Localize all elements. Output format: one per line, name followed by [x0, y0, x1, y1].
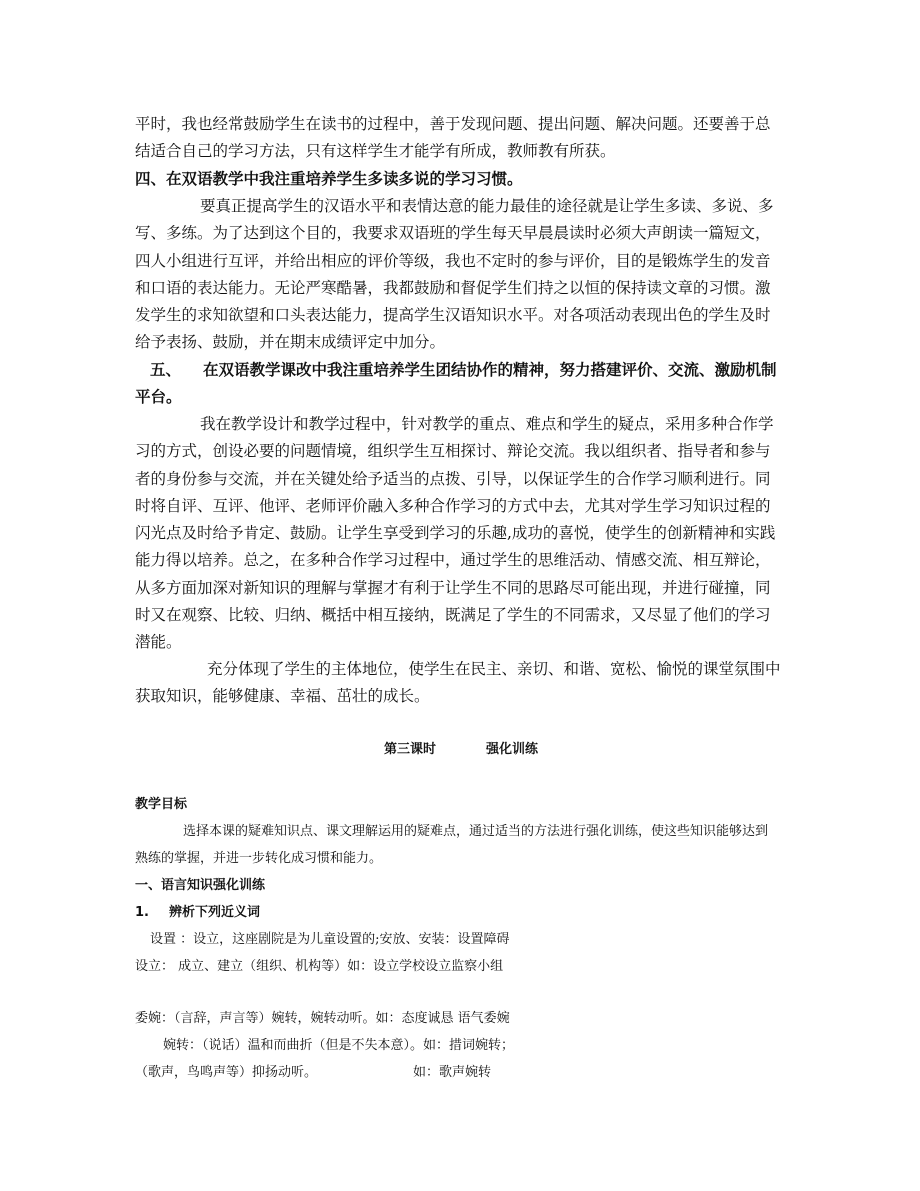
section-number: 五、	[150, 361, 182, 379]
lesson-title: 第三课时 强化训练	[384, 742, 539, 757]
text-line: 四人小组进行互评，并给出相应的评价等级，我也不定时的参与评价，目的是锻炼学生的发音	[135, 251, 771, 270]
text-line: 获取知识，能够健康、幸福、茁壮的成长。	[135, 687, 430, 706]
word-entry: 如：歌声婉转	[413, 1065, 492, 1080]
heading-section-4: 四、在双语教学中我注重培养学生多读多说的学习习惯。	[135, 170, 523, 188]
word-entry: （歌声，鸟鸣声等）抑扬动听。	[135, 1065, 318, 1080]
teaching-goal-line: 熟练的掌握，并进一步转化成习惯和能力。	[135, 851, 383, 866]
word-entry: 设立： 成立、建立（组织、机构等）如：设立学校设立监察小组	[135, 959, 504, 974]
word-entry: 委婉：（言辞，声言等）婉转，婉转动听。如：态度诚恳 语气委婉	[135, 1011, 510, 1026]
text-line: 和口语的表达能力。无论严寒酷暑，我都鼓励和督促学生们持之以恒的保持读文章的习惯。激	[135, 278, 771, 297]
text-line: 者的身份参与交流，并在关键处给予适当的点拨、引导，以保证学生的合作学习顺利进行。同	[135, 469, 771, 488]
text-line: 从多方面加深对新知识的理解与掌握才有利于让学生不同的思路尽可能出现，并进行碰撞，同	[135, 578, 771, 597]
text-line: 闪光点及时给予肯定、鼓励。让学生享受到学习的乐趣,成功的喜悦，使学生的创新精神和实践	[135, 524, 776, 543]
section-language-training: 一、语言知识强化训练	[135, 878, 266, 893]
teaching-goal-line: 选择本课的疑难知识点、课文理解运用的疑难点，通过适当的方法进行强化训练，使这些知识能够达到	[183, 824, 769, 839]
text-line: 能力得以培养。总之，在多种合作学习过程中，通过学生的思维活动、情感交流、相互辩论，	[135, 551, 771, 570]
text-line: 发学生的求知欲望和口头表达能力，提高学生汉语知识水平。对各项活动表现出色的学生及时	[135, 306, 771, 325]
text-line: 给予表扬、鼓励，并在期末成绩评定中加分。	[135, 333, 446, 352]
word-entry: 婉转：（说话）温和而曲折（但是不失本意）。如：措词婉转；	[163, 1038, 515, 1053]
text-line: 习的方式，创设必要的问题情境，组织学生互相探讨、辩论交流。我以组织者、指导者和参与	[135, 442, 771, 461]
subsection-synonyms: 1. 辨析下列近义词	[135, 905, 260, 920]
text-line: 要真正提高学生的汉语水平和表情达意的能力最佳的途径就是让学生多读、多说、多	[200, 197, 774, 215]
paragraph-student-subject	[135, 656, 787, 711]
teaching-goal-heading: 教学目标	[135, 797, 188, 812]
heading-text: 在双语教学课改中我注重培养学生团结协作的精神，努力搭建评价、交流、激励机制	[203, 361, 777, 379]
paragraph-habit-summary	[135, 111, 787, 166]
heading-section-5	[135, 357, 787, 412]
paragraph-reading-speaking	[135, 193, 787, 357]
paragraph-cooperation	[135, 411, 787, 657]
heading-text: 平台。	[135, 388, 182, 407]
text-line: 时又在观察、比较、归纳、概括中相互接纳，既满足了学生的不同需求，又尽显了他们的学习	[135, 606, 771, 625]
text-line: 潜能。	[135, 633, 182, 652]
text-line: 平时，我也经常鼓励学生在读书的过程中，善于发现问题、提出问题、解决问题。还要善于总	[135, 115, 771, 133]
text-line: 时将自评、互评、他评、老师评价融入多种合作学习的方式中去，尤其对学生学习知识过程的	[135, 496, 771, 515]
text-line: 写、多练。为了达到这个目的，我要求双语班的学生每天早晨晨读时必须大声朗读一篇短文，	[135, 224, 771, 243]
text-line: 充分体现了学生的主体地位，使学生在民主、亲切、和谐、宽松、愉悦的课堂氛围中	[207, 660, 781, 678]
text-line: 我在教学设计和教学过程中，针对教学的重点、难点和学生的疑点，采用多种合作学	[200, 415, 774, 433]
word-entry: 设置 ：设立，这座剧院是为儿童设置的;安放、安装：设置障碍	[150, 932, 510, 947]
text-line: 结适合自己的学习方法，只有这样学生才能学有所成，教师教有所获。	[135, 142, 616, 161]
